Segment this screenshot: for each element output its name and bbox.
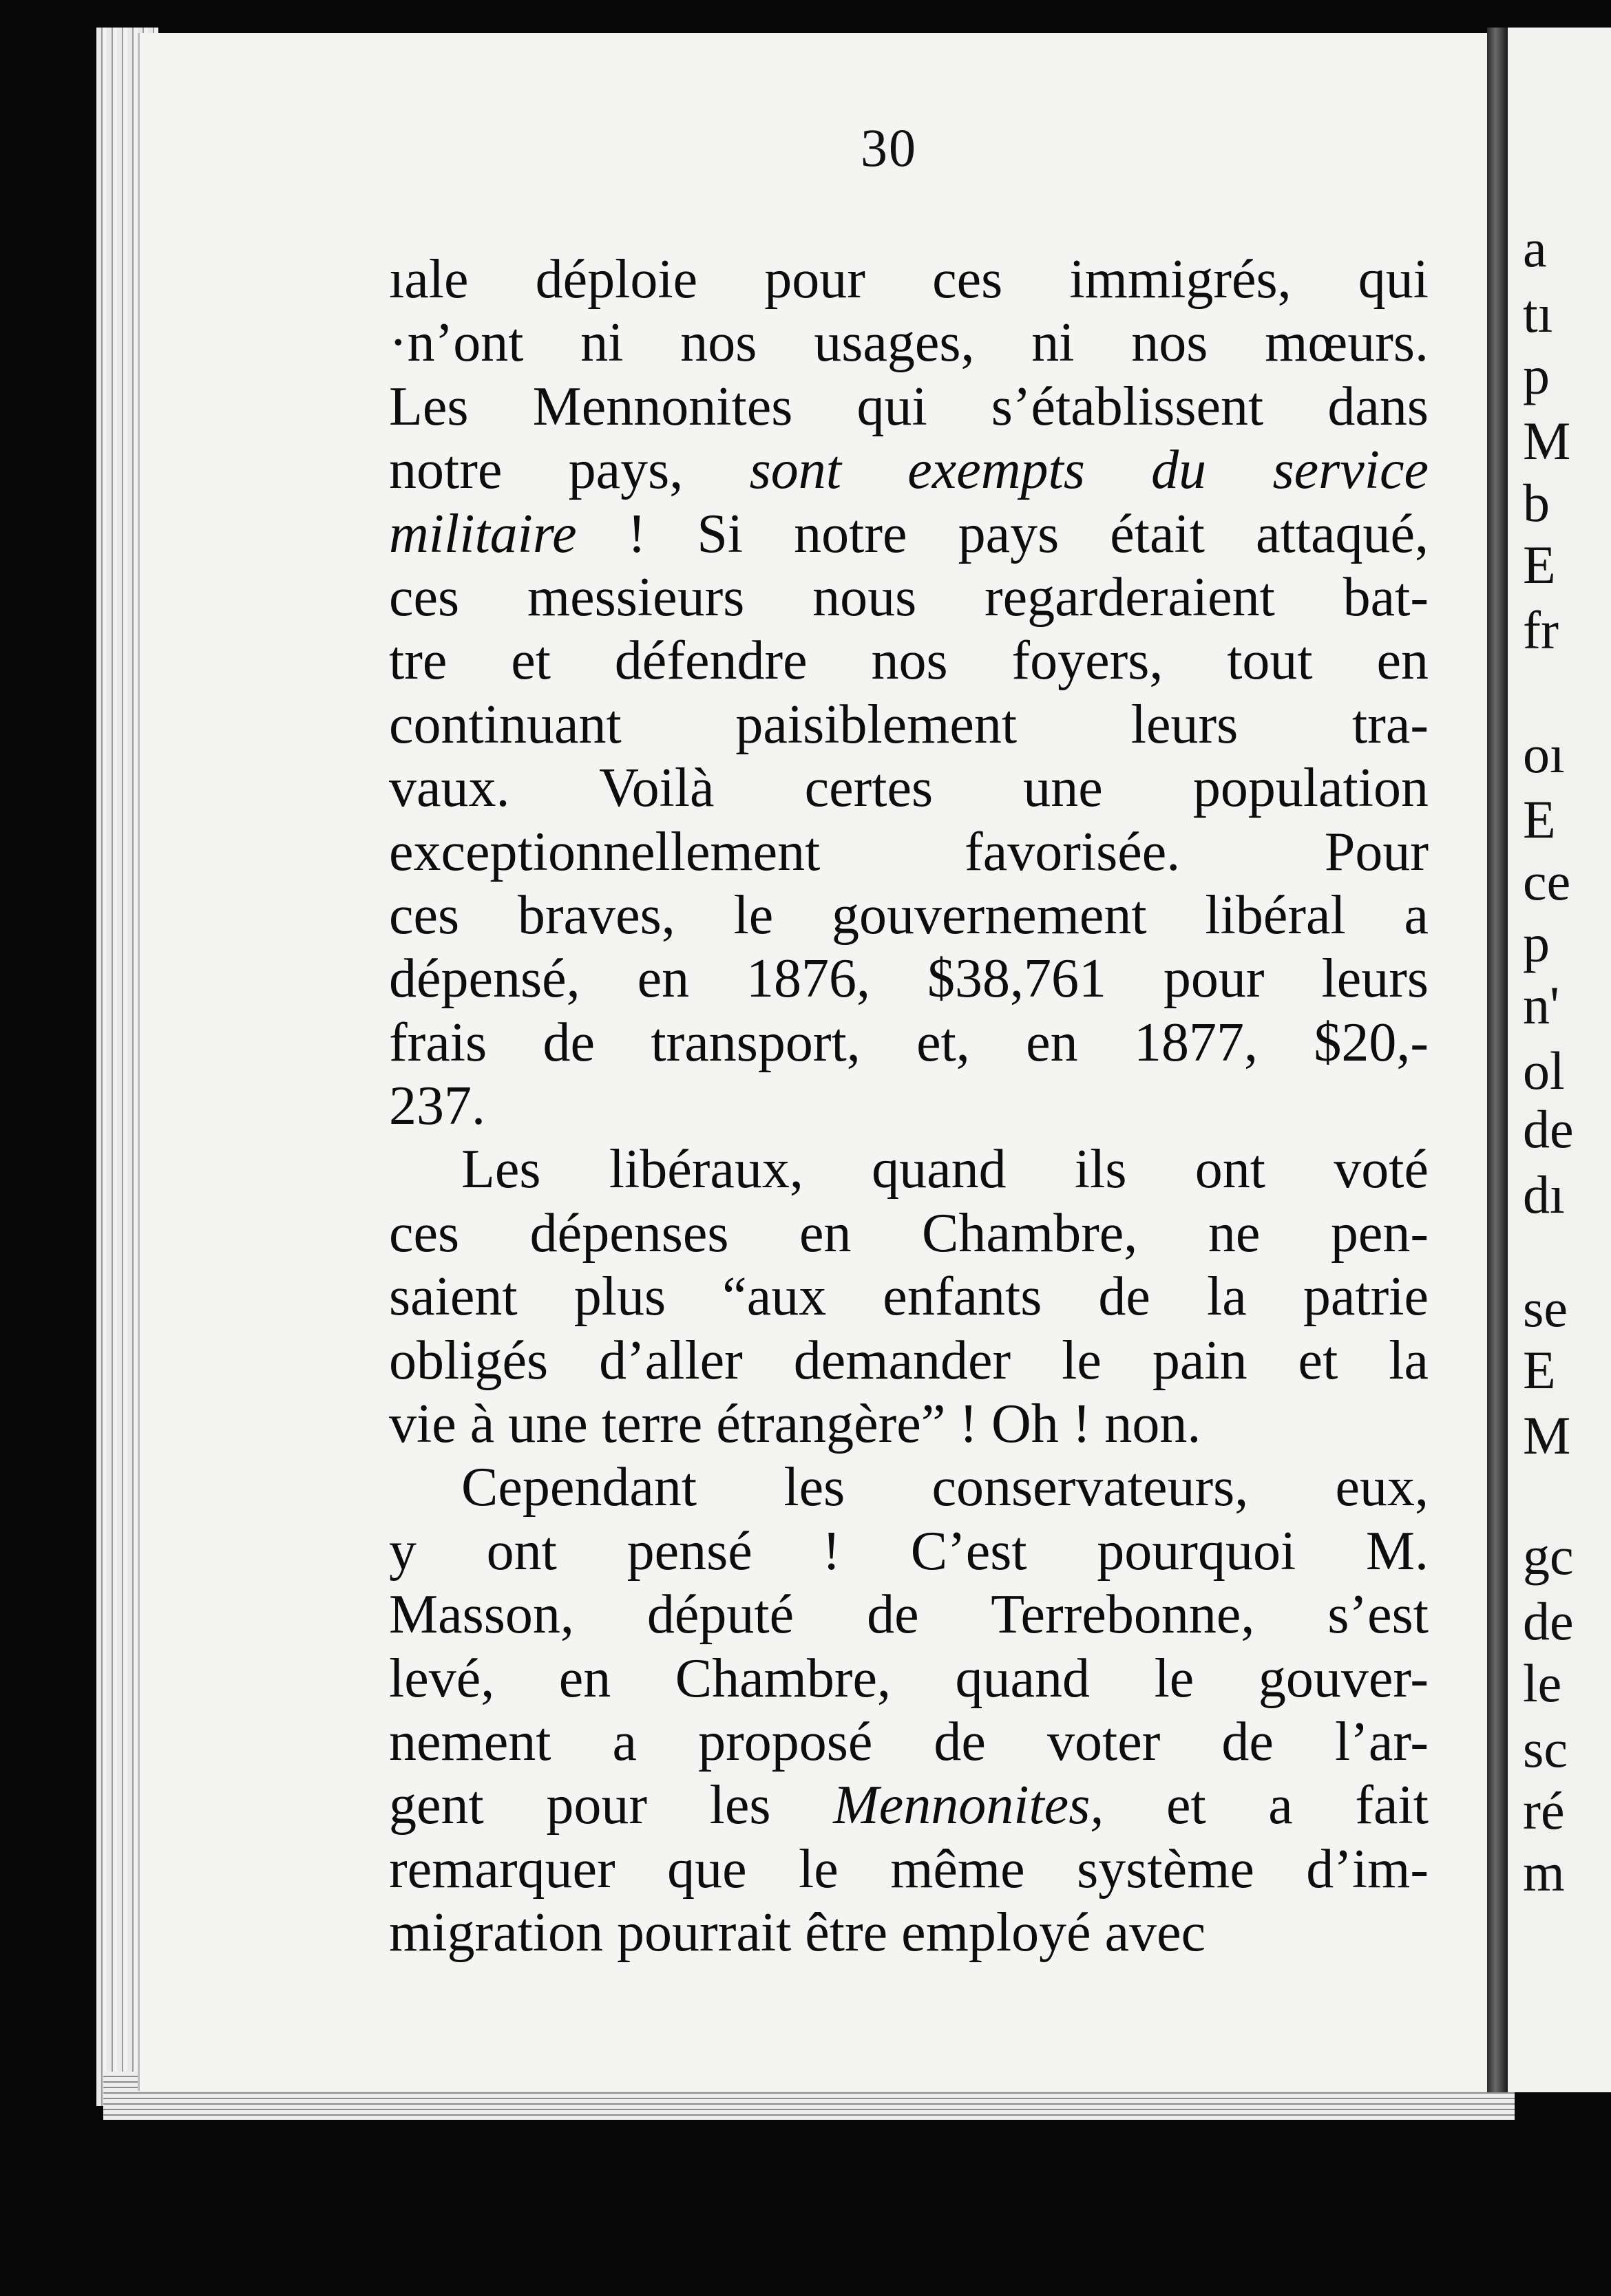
text-line [389,629,1429,692]
text-segment: continuant paisiblement leurs tra- [389,694,1429,755]
text-segment: ! Si notre pays était attaqué, [576,503,1429,564]
facing-page-fragment: ré [1523,1781,1565,1840]
italic-segment: militaire [389,503,577,564]
facing-page-fragment: m [1523,1842,1565,1902]
text-segment: migration pourrait être employé avec [389,1902,1206,1964]
text-segment: 237. [389,1076,485,1137]
text-line [389,947,1429,1010]
text-segment: frais de transport, et, en 1877, $20,- [389,1012,1429,1073]
text-segment: Les libéraux, quand ils ont voté [461,1139,1429,1200]
text-line [389,248,1429,311]
text-segment: obligés d’aller demander le pain et la [389,1330,1429,1391]
facing-page-fragment: b [1523,473,1550,533]
facing-page-fragment: E [1523,535,1556,595]
facing-page-fragment: sc [1523,1719,1568,1778]
text-line [389,1520,1429,1583]
text-line [389,1011,1429,1074]
facing-page-fragment: le [1523,1653,1562,1713]
text-segment: ıale déploie pour ces immigrés, qui [389,249,1429,310]
text-line [389,1202,1429,1265]
text-segment: remarquer que le même système d’im- [389,1838,1429,1900]
text-segment: ces braves, le gouvernement libéral a [389,884,1429,946]
text-line [389,502,1429,566]
facing-page-fragment: M [1523,411,1571,471]
text-line [389,1456,1429,1519]
facing-page-fragment: p [1523,913,1550,973]
facing-page-fragment: ol [1523,1041,1565,1101]
text-segment: levé, en Chambre, quand le gouver- [389,1648,1429,1709]
text-segment: exceptionnellement favorisée. Pour [389,821,1429,882]
text-segment: Les Mennonites qui s’établissent dans [389,376,1429,437]
text-segment: ces dépenses en Chambre, ne pen- [389,1202,1429,1264]
text-segment: vaux. Voilà certes une population [389,758,1429,819]
text-segment: nement a proposé de voter de l’ar- [389,1711,1429,1772]
text-segment: Masson, député de Terrebonne, s’est [389,1584,1429,1646]
text-segment: notre pays, [389,440,750,501]
text-line [389,1838,1429,1901]
text-segment: y ont pensé ! C’est pourquoi M. [389,1520,1429,1582]
facing-page-fragment: M [1523,1405,1571,1465]
text-segment: ces messieurs nous regarderaient bat- [389,566,1429,628]
facing-page-fragment: de [1523,1591,1574,1651]
text-line [389,1392,1429,1456]
text-line [389,311,1429,374]
facing-page-fragment: E [1523,1340,1556,1400]
facing-page-fragment: a [1523,218,1547,278]
facing-page-fragment: oı [1523,724,1565,784]
facing-page-fragment: E [1523,789,1556,849]
text-line [389,1774,1429,1837]
facing-page-fragment: p [1523,346,1550,405]
facing-page-fragment: n' [1523,975,1560,1035]
text-segment: Cependant les conservateurs, eux, [461,1457,1429,1518]
facing-page-fragment: de [1523,1099,1574,1159]
facing-page-fragment: tı [1523,284,1553,343]
text-line [389,820,1429,884]
page-number: 30 [861,118,917,178]
italic-segment: Mennonites, [833,1775,1104,1836]
facing-page-fragment: ce [1523,851,1571,911]
text-line [389,1583,1429,1646]
text-line [389,1329,1429,1392]
facing-page-fragment: gc [1523,1526,1574,1586]
text-segment: saient plus “aux enfants de la patrie [389,1266,1429,1328]
text-line [389,1265,1429,1328]
book-gutter [1487,28,1508,2092]
text-segment: gent pour les [389,1775,834,1836]
text-line [389,438,1429,502]
text-line [389,693,1429,756]
body-text [389,248,1429,1965]
facing-page-fragment: dı [1523,1165,1565,1224]
text-line [389,1710,1429,1774]
text-segment: et a fait [1104,1775,1429,1836]
text-line [389,566,1429,629]
facing-page-strip [1508,28,1611,2092]
text-line [389,1901,1429,1964]
italic-segment: sont exempts du service [749,440,1429,501]
text-segment: vie à une terre étrangère” ! Oh ! non. [389,1394,1201,1455]
text-line [389,756,1429,820]
text-line [389,1138,1429,1201]
text-segment: tre et défendre nos foyers, tout en [389,630,1429,692]
text-line [389,884,1429,947]
text-line [389,1074,1429,1138]
text-line [389,375,1429,438]
text-segment: ·n’ont ni nos usages, ni nos mœurs. [389,312,1429,374]
text-line [389,1647,1429,1710]
facing-page-fragment: fr [1523,600,1559,660]
text-segment: dépensé, en 1876, $38,761 pour leurs [389,948,1429,1010]
facing-page-fragment: se [1523,1278,1568,1338]
